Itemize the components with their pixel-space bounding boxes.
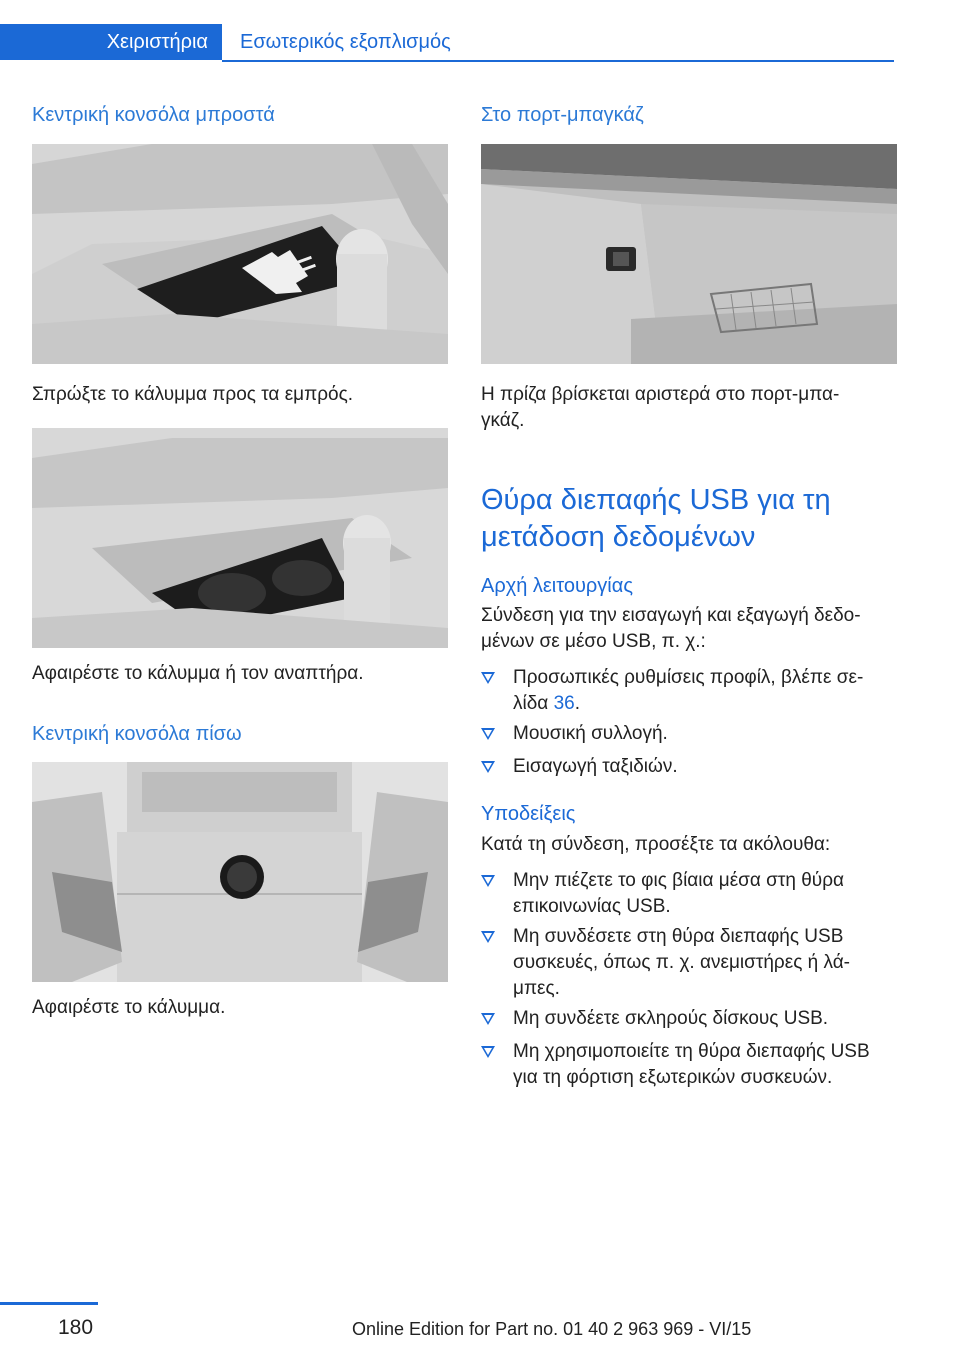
header-rule (222, 60, 894, 62)
list-item-text: Μη χρησιμοποιείτε τη θύρα διεπαφής USB (513, 1041, 870, 1062)
list-item-text: συσκευές, όπως π. χ. ανεμιστήρες ή λά- (513, 952, 850, 973)
caption-push-cover: Σπρώξτε το κάλυμμα προς τα εμπρός. (32, 384, 354, 405)
caption-remove-cover-or-lighter: Αφαιρέστε το κάλυμμα ή τον αναπτήρα. (32, 663, 364, 684)
tab-controls[interactable] (0, 24, 222, 60)
caption-remove-cover: Αφαιρέστε το κάλυμμα. (32, 997, 226, 1018)
image-front-console-cupholder (32, 428, 448, 648)
image-front-console-cover (32, 144, 448, 364)
bullet-triangle-icon (481, 875, 495, 887)
page-header (0, 0, 960, 64)
heading-center-console-front: Κεντρική κονσόλα μπροστά (32, 104, 275, 126)
page-number: 180 (58, 1316, 94, 1339)
heading-center-console-rear: Κεντρική κονσόλα πίσω (32, 723, 242, 745)
list-item-text: επικοινωνίας USB. (513, 896, 671, 917)
list-item-text: μπες. (513, 978, 560, 999)
heading-in-trunk: Στο πορτ-μπαγκάζ (481, 104, 644, 126)
bullet-triangle-icon (481, 761, 495, 773)
list-item-text: λίδα (513, 693, 554, 714)
list-item-text: Μη συνδέετε σκληρούς δίσκους USB. (513, 1008, 829, 1029)
principle-text-line2: μένων σε μέσο USB, π. χ.: (481, 631, 706, 652)
bullet-triangle-icon (481, 672, 495, 684)
trunk-text-line1: Η πρίζα βρίσκεται αριστερά στο πορτ-μπα- (481, 384, 840, 405)
list-item-text: Μη συνδέσετε στη θύρα διεπαφής USB (513, 926, 844, 947)
edition-note: Online Edition for Part no. 01 40 2 963 969 - VI/15 (352, 1319, 752, 1339)
list-item-text: Προσωπικές ρυθμίσεις προφίλ, βλέπε σε- (513, 667, 864, 688)
footer-rule (0, 1302, 98, 1305)
tab-interior-equipment[interactable]: Εσωτερικός εξοπλισμός (240, 31, 451, 53)
usb-section-title-line2: μετάδοση δεδομένων (481, 521, 756, 553)
list-item-text: Εισαγωγή ταξιδιών. (513, 756, 678, 777)
page-link-36[interactable]: 36 (553, 693, 575, 714)
tab-controls-label: Χειριστήρια (106, 31, 208, 53)
principle-text-line1: Σύνδεση για την εισαγωγή και εξαγωγή δεδο- (481, 605, 861, 626)
bullet-triangle-icon (481, 931, 495, 943)
heading-principle: Αρχή λειτουργίας (481, 575, 633, 597)
list-item-text: Μην πιέζετε το φις βίαια μέσα στη θύρα (513, 870, 844, 891)
trunk-text-line2: γκάζ. (481, 410, 525, 431)
heading-notes: Υποδείξεις (481, 803, 576, 825)
list-item-text: . (574, 693, 580, 714)
image-trunk-socket (481, 144, 897, 364)
list-item-text: για τη φόρτιση εξωτερικών συσκευών. (513, 1067, 833, 1088)
bullet-triangle-icon (481, 728, 495, 740)
bullet-triangle-icon (481, 1046, 495, 1058)
image-rear-console-socket (32, 762, 448, 982)
usb-section-title-line1: Θύρα διεπαφής USB για τη (481, 484, 831, 516)
bullet-triangle-icon (481, 1013, 495, 1025)
notes-intro: Κατά τη σύνδεση, προσέξτε τα ακόλουθα: (481, 834, 831, 855)
list-item-text: Μουσική συλλογή. (513, 723, 668, 744)
